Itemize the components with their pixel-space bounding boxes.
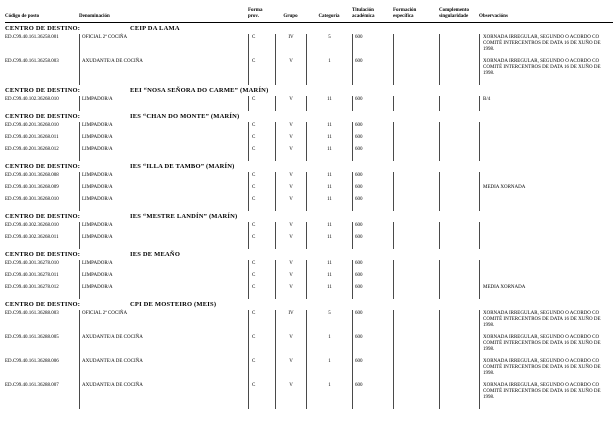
cell-observacions: MEDIA XORNADA: [479, 184, 613, 196]
cell-grupo: V: [275, 222, 306, 234]
cell-grupo: V: [275, 134, 306, 146]
column-header-complemento: Complemento singularidade: [439, 8, 469, 19]
cell-denominacion: OFICIAL 2ª COCIÑA: [79, 34, 248, 58]
cell-forma-prov: C: [248, 382, 275, 409]
column-header-forma-prov: Forma prov.: [248, 8, 263, 19]
cell-categoria: 11: [306, 222, 352, 234]
cell-forma-prov: C: [248, 58, 275, 85]
cell-grupo: V: [275, 172, 306, 184]
section-header: [5, 163, 613, 170]
centro-destino-label: CENTRO DE DESTINO:: [5, 87, 81, 94]
centro-section: [5, 213, 613, 249]
cell-codigo: ED.C99.40.302.36268.011: [5, 235, 59, 240]
cell-forma-prov: C: [248, 172, 275, 184]
cell-grupo: V: [275, 146, 306, 161]
centro-section: [5, 113, 613, 161]
table-row: [5, 284, 613, 299]
cell-formacion: [393, 222, 439, 234]
cell-complemento: [439, 260, 479, 272]
cell-formacion: [393, 358, 439, 382]
cell-observacions: XORNADA IRREGULAR, SEGUNDO O ACORDO CO COMITÉ INTERCENTROS DE DATA 16 DE XUÑO DE 1998.: [479, 310, 613, 334]
cell-codigo: ED.C99.40.301.36278.012: [5, 285, 59, 290]
centro-section: [5, 25, 613, 85]
cell-grupo: V: [275, 358, 306, 382]
cell-observacions: B/4: [479, 96, 613, 111]
table-row: [5, 272, 613, 284]
table-row: [5, 134, 613, 146]
cell-titulacion: 600: [352, 272, 393, 284]
cell-categoria: 11: [306, 96, 352, 111]
cell-formacion: [393, 196, 439, 211]
cell-denominacion: AXUDANTE/A DE COCIÑA: [79, 334, 248, 358]
centro-destino-label: CENTRO DE DESTINO:: [5, 301, 81, 308]
table-row: [5, 184, 613, 196]
cell-forma-prov: C: [248, 260, 275, 272]
section-rows: [5, 222, 613, 249]
section-header: [5, 301, 613, 308]
cell-formacion: [393, 134, 439, 146]
table-row: [5, 122, 613, 134]
cell-observacions: XORNADA IRREGULAR, SEGUNDO O ACORDO CO COMITÉ INTERCENTROS DE DATA 16 DE XUÑO DE 1998.: [479, 358, 613, 382]
cell-observacions: [479, 134, 613, 146]
cell-categoria: 5: [306, 34, 352, 58]
cell-denominacion: LIMPADOR/A: [79, 284, 248, 299]
centro-name: CPI DE MOSTEIRO (MEIS): [130, 301, 217, 308]
section-rows: [5, 310, 613, 409]
cell-complemento: [439, 122, 479, 134]
cell-titulacion: 600: [352, 122, 393, 134]
cell-denominacion: LIMPADOR/A: [79, 234, 248, 249]
table-row: [5, 172, 613, 184]
centro-section: [5, 163, 613, 211]
cell-forma-prov: C: [248, 34, 275, 58]
cell-denominacion: AXUDANTE/A DE COCIÑA: [79, 58, 248, 85]
cell-grupo: V: [275, 58, 306, 85]
centro-destino-label: CENTRO DE DESTINO:: [5, 213, 81, 220]
cell-codigo: ED.C99.40.201.36268.010: [5, 123, 59, 128]
cell-categoria: 11: [306, 134, 352, 146]
cell-titulacion: 600: [352, 222, 393, 234]
cell-categoria: 11: [306, 272, 352, 284]
cell-codigo: ED.C99.40.161.36258.003: [5, 59, 59, 64]
cell-categoria: 5: [306, 310, 352, 334]
cell-denominacion: LIMPADOR/A: [79, 184, 248, 196]
section-rows: [5, 96, 613, 111]
cell-complemento: [439, 96, 479, 111]
table-row: [5, 196, 613, 211]
cell-observacions: XORNADA IRREGULAR, SEGUNDO O ACORDO CO COMITÉ INTERCENTROS DE DATA 16 DE XUÑO DE 1998.: [479, 58, 613, 85]
table-row: [5, 234, 613, 249]
cell-denominacion: LIMPADOR/A: [79, 134, 248, 146]
cell-titulacion: 600: [352, 382, 393, 409]
cell-forma-prov: C: [248, 284, 275, 299]
cell-denominacion: LIMPADOR/A: [79, 96, 248, 111]
cell-codigo: ED.C99.40.161.36258.001: [5, 35, 59, 40]
cell-grupo: V: [275, 234, 306, 249]
centro-name: IES “ILLA DE TAMBO” (MARÍN): [130, 163, 235, 170]
column-header-codigo: Código de posto: [5, 14, 40, 19]
cell-titulacion: 600: [352, 358, 393, 382]
cell-observacions: [479, 122, 613, 134]
cell-grupo: V: [275, 122, 306, 134]
cell-grupo: V: [275, 96, 306, 111]
section-header: [5, 87, 613, 94]
column-header-observacions: Observacións: [479, 14, 508, 19]
centro-name: IES “CHAN DO MONTE” (MARÍN): [130, 113, 240, 120]
cell-complemento: [439, 358, 479, 382]
table-row: [5, 382, 613, 409]
table-row: [5, 96, 613, 111]
cell-titulacion: 600: [352, 96, 393, 111]
cell-titulacion: 600: [352, 234, 393, 249]
cell-complemento: [439, 222, 479, 234]
cell-complemento: [439, 134, 479, 146]
cell-titulacion: 600: [352, 172, 393, 184]
cell-forma-prov: C: [248, 146, 275, 161]
cell-grupo: IV: [275, 34, 306, 58]
cell-formacion: [393, 382, 439, 409]
cell-formacion: [393, 310, 439, 334]
cell-titulacion: 600: [352, 184, 393, 196]
centro-name: IES “MESTRE LANDÍN” (MARÍN): [130, 213, 238, 220]
cell-grupo: IV: [275, 310, 306, 334]
cell-codigo: ED.C99.40.161.36288.006: [5, 359, 59, 364]
table-row: [5, 34, 613, 58]
centro-destino-label: CENTRO DE DESTINO:: [5, 113, 81, 120]
cell-complemento: [439, 310, 479, 334]
cell-codigo: ED.C99.40.201.36268.011: [5, 135, 59, 140]
cell-observacions: [479, 222, 613, 234]
cell-grupo: V: [275, 334, 306, 358]
cell-observacions: XORNADA IRREGULAR, SEGUNDO O ACORDO CO COMITÉ INTERCENTROS DE DATA 16 DE XUÑO DE 1998.: [479, 382, 613, 409]
cell-observacions: [479, 234, 613, 249]
cell-denominacion: AXUDANTE/A DE COCIÑA: [79, 382, 248, 409]
cell-categoria: 11: [306, 260, 352, 272]
cell-categoria: 11: [306, 196, 352, 211]
cell-codigo: ED.C99.40.302.36268.010: [5, 223, 59, 228]
cell-denominacion: LIMPADOR/A: [79, 172, 248, 184]
cell-forma-prov: C: [248, 222, 275, 234]
cell-denominacion: AXUDANTE/A DE COCIÑA: [79, 358, 248, 382]
cell-observacions: [479, 146, 613, 161]
table-row: [5, 310, 613, 334]
cell-forma-prov: C: [248, 134, 275, 146]
table-row: [5, 58, 613, 85]
section-rows: [5, 34, 613, 85]
cell-complemento: [439, 382, 479, 409]
cell-complemento: [439, 234, 479, 249]
section-header: [5, 25, 613, 32]
cell-categoria: 11: [306, 234, 352, 249]
cell-grupo: V: [275, 260, 306, 272]
cell-forma-prov: C: [248, 272, 275, 284]
centro-section: [5, 87, 613, 111]
cell-grupo: V: [275, 272, 306, 284]
cell-categoria: 1: [306, 358, 352, 382]
cell-forma-prov: C: [248, 310, 275, 334]
cell-codigo: ED.C99.40.301.36268.009: [5, 185, 59, 190]
centro-section: [5, 301, 613, 409]
cell-forma-prov: C: [248, 196, 275, 211]
centro-name: IES DE MEAÑO: [130, 251, 181, 258]
table-row: [5, 146, 613, 161]
cell-categoria: 1: [306, 382, 352, 409]
cell-denominacion: LIMPADOR/A: [79, 146, 248, 161]
cell-codigo: ED.C99.40.161.36288.005: [5, 335, 59, 340]
cell-codigo: ED.C99.40.301.36278.010: [5, 261, 59, 266]
cell-formacion: [393, 146, 439, 161]
cell-complemento: [439, 196, 479, 211]
cell-observacions: [479, 172, 613, 184]
cell-formacion: [393, 184, 439, 196]
cell-denominacion: LIMPADOR/A: [79, 122, 248, 134]
cell-codigo: ED.C99.40.161.36288.007: [5, 383, 59, 388]
cell-formacion: [393, 172, 439, 184]
cell-complemento: [439, 58, 479, 85]
cell-observacions: [479, 272, 613, 284]
cell-forma-prov: C: [248, 96, 275, 111]
cell-codigo: ED.C99.40.301.36278.011: [5, 273, 59, 278]
section-rows: [5, 172, 613, 211]
table-row: [5, 222, 613, 234]
cell-grupo: V: [275, 196, 306, 211]
cell-formacion: [393, 96, 439, 111]
cell-categoria: 11: [306, 122, 352, 134]
cell-formacion: [393, 284, 439, 299]
cell-titulacion: 600: [352, 58, 393, 85]
cell-formacion: [393, 334, 439, 358]
cell-formacion: [393, 260, 439, 272]
cell-complemento: [439, 272, 479, 284]
cell-grupo: V: [275, 382, 306, 409]
cell-observacions: [479, 260, 613, 272]
cell-titulacion: 600: [352, 310, 393, 334]
cell-forma-prov: C: [248, 358, 275, 382]
cell-formacion: [393, 34, 439, 58]
column-header-grupo: Grupo: [283, 14, 298, 19]
cell-titulacion: 600: [352, 284, 393, 299]
cell-categoria: 11: [306, 172, 352, 184]
cell-denominacion: LIMPADOR/A: [79, 222, 248, 234]
table-row: [5, 260, 613, 272]
cell-codigo: ED.C99.40.301.36268.008: [5, 173, 59, 178]
cell-forma-prov: C: [248, 184, 275, 196]
section-header: [5, 251, 613, 258]
centro-destino-label: CENTRO DE DESTINO:: [5, 251, 81, 258]
column-header-formacion: Formación específica: [393, 8, 417, 19]
centro-destino-label: CENTRO DE DESTINO:: [5, 25, 81, 32]
cell-denominacion: LIMPADOR/A: [79, 196, 248, 211]
cell-codigo: ED.C99.40.161.36288.003: [5, 311, 59, 316]
cell-titulacion: 600: [352, 260, 393, 272]
cell-titulacion: 600: [352, 196, 393, 211]
cell-categoria: 11: [306, 146, 352, 161]
cell-forma-prov: C: [248, 334, 275, 358]
column-header-denominacion: Denominación: [79, 14, 110, 19]
table-body: [5, 25, 613, 409]
cell-categoria: 11: [306, 184, 352, 196]
section-rows: [5, 260, 613, 299]
table-row: [5, 334, 613, 358]
table-row: [5, 358, 613, 382]
cell-complemento: [439, 34, 479, 58]
cell-complemento: [439, 172, 479, 184]
cell-forma-prov: C: [248, 122, 275, 134]
cell-formacion: [393, 234, 439, 249]
cell-titulacion: 600: [352, 334, 393, 358]
cell-categoria: 1: [306, 334, 352, 358]
cell-grupo: V: [275, 284, 306, 299]
centro-section: [5, 251, 613, 299]
column-header-titulacion: Titulación académica: [352, 8, 375, 19]
column-header-categoria: Categoría: [318, 14, 340, 19]
cell-codigo: ED.C99.40.201.36268.012: [5, 147, 59, 152]
cell-complemento: [439, 334, 479, 358]
cell-denominacion: LIMPADOR/A: [79, 260, 248, 272]
cell-observacions: [479, 196, 613, 211]
cell-titulacion: 600: [352, 34, 393, 58]
cell-formacion: [393, 58, 439, 85]
table-header-row: [5, 6, 613, 23]
cell-categoria: 11: [306, 284, 352, 299]
centro-destino-label: CENTRO DE DESTINO:: [5, 163, 81, 170]
section-header: [5, 213, 613, 220]
cell-titulacion: 600: [352, 134, 393, 146]
section-header: [5, 113, 613, 120]
cell-complemento: [439, 146, 479, 161]
cell-complemento: [439, 284, 479, 299]
cell-denominacion: OFICIAL 2ª COCIÑA: [79, 310, 248, 334]
section-rows: [5, 122, 613, 161]
cell-categoria: 1: [306, 58, 352, 85]
cell-codigo: ED.C99.40.102.36268.010: [5, 97, 59, 102]
cell-observacions: XORNADA IRREGULAR, SEGUNDO O ACORDO CO COMITÉ INTERCENTROS DE DATA 16 DE XUÑO DE 1998.: [479, 34, 613, 58]
cell-forma-prov: C: [248, 234, 275, 249]
cell-codigo: ED.C99.40.301.36268.010: [5, 197, 59, 202]
cell-formacion: [393, 272, 439, 284]
cell-denominacion: LIMPADOR/A: [79, 272, 248, 284]
cell-observacions: MEDIA XORNADA: [479, 284, 613, 299]
centro-name: CEIP DA LAMA: [130, 25, 180, 32]
cell-observacions: XORNADA IRREGULAR, SEGUNDO O ACORDO CO COMITÉ INTERCENTROS DE DATA 16 DE XUÑO DE 1998.: [479, 334, 613, 358]
cell-grupo: V: [275, 184, 306, 196]
cell-titulacion: 600: [352, 146, 393, 161]
centro-name: EEI “NOSA SEÑORA DO CARME” (MARÍN): [130, 87, 269, 94]
cell-complemento: [439, 184, 479, 196]
cell-formacion: [393, 122, 439, 134]
